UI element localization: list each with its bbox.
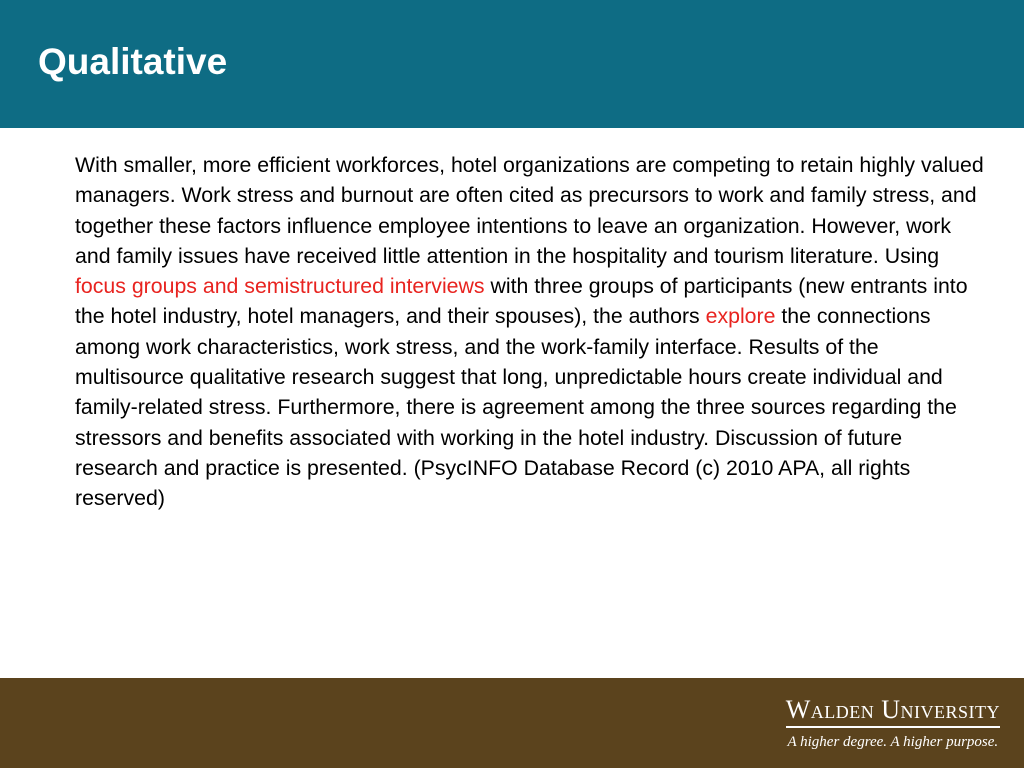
- highlighted-explore-word: explore: [705, 304, 776, 329]
- logo-divider: [786, 726, 1000, 728]
- abstract-text-segment: with three groups of participants (new entrants into the hotel industry, hotel managers, and their spouses), the authors: [75, 274, 968, 329]
- walden-university-logo: [786, 697, 1000, 751]
- logo-name: Walden University: [785, 695, 1000, 724]
- logo-tagline: A higher degree. A higher purpose.: [787, 734, 999, 750]
- abstract-paragraph: [75, 150, 985, 514]
- abstract-text-segment: With smaller, more efficient workforces, hotel organizations are competing to retain highly valued managers. Work stress and burnout are often cited as precursors to work and family stress, and together these factors influence employee intentions to leave an organization. However, work and family issues have received little attention in the hospitality and tourism literature. Using: [75, 153, 984, 268]
- highlighted-method-phrase: focus groups and semistructured interviews: [75, 274, 485, 299]
- slide-title: Qualitative: [38, 41, 228, 82]
- abstract-text-segment: the connections among work characteristics, work stress, and the work-family interface. Results of the multisource qualitative research suggest that long, unpredictable hours create individual and family-related stress. Furthermore, there is agreement among the three sources regarding the stressors and benefits associated with working in the hotel industry. Discussion of future research and practice is presented. (PsycINFO Database Record (c) 2010 APA, all rights reserved): [75, 304, 957, 511]
